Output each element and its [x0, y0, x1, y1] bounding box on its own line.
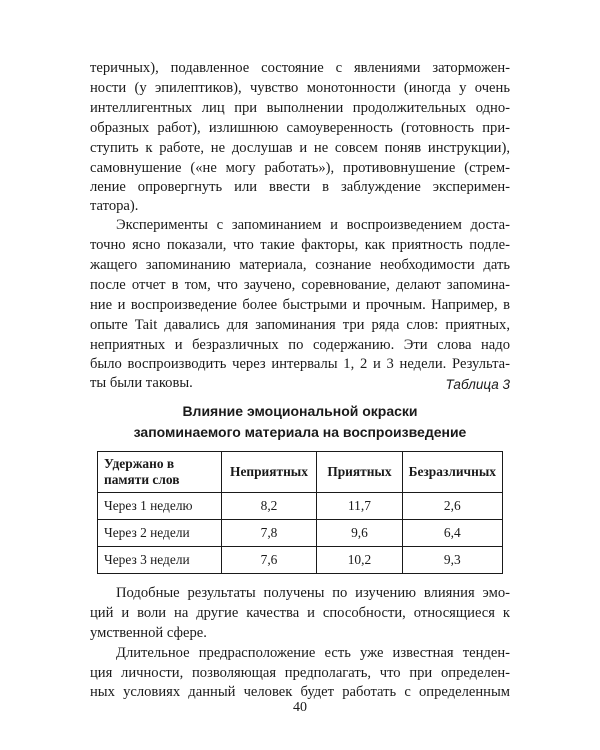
- column-header: Безразличных: [402, 452, 502, 493]
- text-line: ты были таковы.: [90, 375, 193, 391]
- text-line: интеллигентных лиц при выполнении продолжительных одно-: [90, 100, 510, 116]
- table-row: [98, 493, 503, 520]
- text-line: Эксперименты с запоминанием и воспроизведением доста-: [116, 217, 510, 233]
- text-line: ций и воли на другие качества и способности, относящиеся к: [90, 605, 510, 621]
- text-line: образных работ), излишнюю самоуверенность (готовность при-: [90, 120, 510, 136]
- table-row: [98, 520, 503, 547]
- page-number: 40: [293, 700, 307, 715]
- text-line: ступить к работе, не дослушав и не совсем поняв инструкции),: [90, 140, 510, 156]
- table-cell: 11,7: [317, 493, 402, 520]
- table-cell: 8,2: [221, 493, 317, 520]
- text-line: Длительное предрасположение есть уже известная тенден-: [116, 645, 510, 661]
- text-line: было воспроизводить через интервалы 1, 2 и 3 недели. Результа-: [90, 356, 510, 372]
- text-line: ция личности, позволяющая предполагать, что при определен-: [90, 665, 510, 681]
- text-line: Подобные результаты получены по изучению влияния эмо-: [116, 585, 510, 601]
- text-line: ление опровергнуть или ввести в заблуждение эксперимен-: [90, 179, 510, 195]
- table-cell: 2,6: [402, 493, 502, 520]
- text-line: точно ясно показали, что такие факторы, как приятность подле-: [90, 237, 510, 253]
- table-cell: Через 3 недели: [98, 547, 222, 574]
- table-header-row: [98, 452, 503, 493]
- table-cell: 7,6: [221, 547, 317, 574]
- text-line: татора).: [90, 198, 139, 214]
- table-cell: Через 2 недели: [98, 520, 222, 547]
- text-line: неприятных и безразличных по содержанию. Эти слова надо: [90, 337, 510, 353]
- text-line: умственной сфере.: [90, 625, 207, 641]
- text-line: ности (у эпилептиков), чувство монотонности (иногда у очень: [90, 80, 510, 96]
- table-title: запоминаемого материала на воспроизведение: [133, 424, 467, 440]
- text-line: самовнушение («не могу работать»), противовнушение (стрем-: [90, 160, 510, 176]
- column-header: Приятных: [317, 452, 402, 493]
- column-header: Удержано в памяти слов: [98, 452, 222, 493]
- text-line: жащего запоминанию материала, сознание необходимости дать: [90, 257, 510, 273]
- table-cell: Через 1 неделю: [98, 493, 222, 520]
- table-cell: 10,2: [317, 547, 402, 574]
- table-cell: 6,4: [402, 520, 502, 547]
- text-line: после отчет в том, что заучено, соревнование, делают запомина-: [90, 277, 510, 293]
- table-label: Таблица 3: [445, 377, 510, 392]
- column-header: Неприятных: [221, 452, 317, 493]
- data-table: [97, 451, 503, 574]
- table-cell: 7,8: [221, 520, 317, 547]
- text-line: опыте Tait давались для запоминания три ряда слов: приятных,: [90, 317, 510, 333]
- text-line: ных условиях данный человек будет работать с определенным: [90, 684, 510, 700]
- table-cell: 9,3: [402, 547, 502, 574]
- table-row: [98, 547, 503, 574]
- text-line: ние и воспроизведение более быстрыми и прочным. Например, в: [90, 297, 510, 313]
- text-line: теричных), подавленное состояние с явлениями заторможен-: [90, 60, 510, 76]
- table-cell: 9,6: [317, 520, 402, 547]
- table-title: Влияние эмоциональной окраски: [182, 403, 418, 419]
